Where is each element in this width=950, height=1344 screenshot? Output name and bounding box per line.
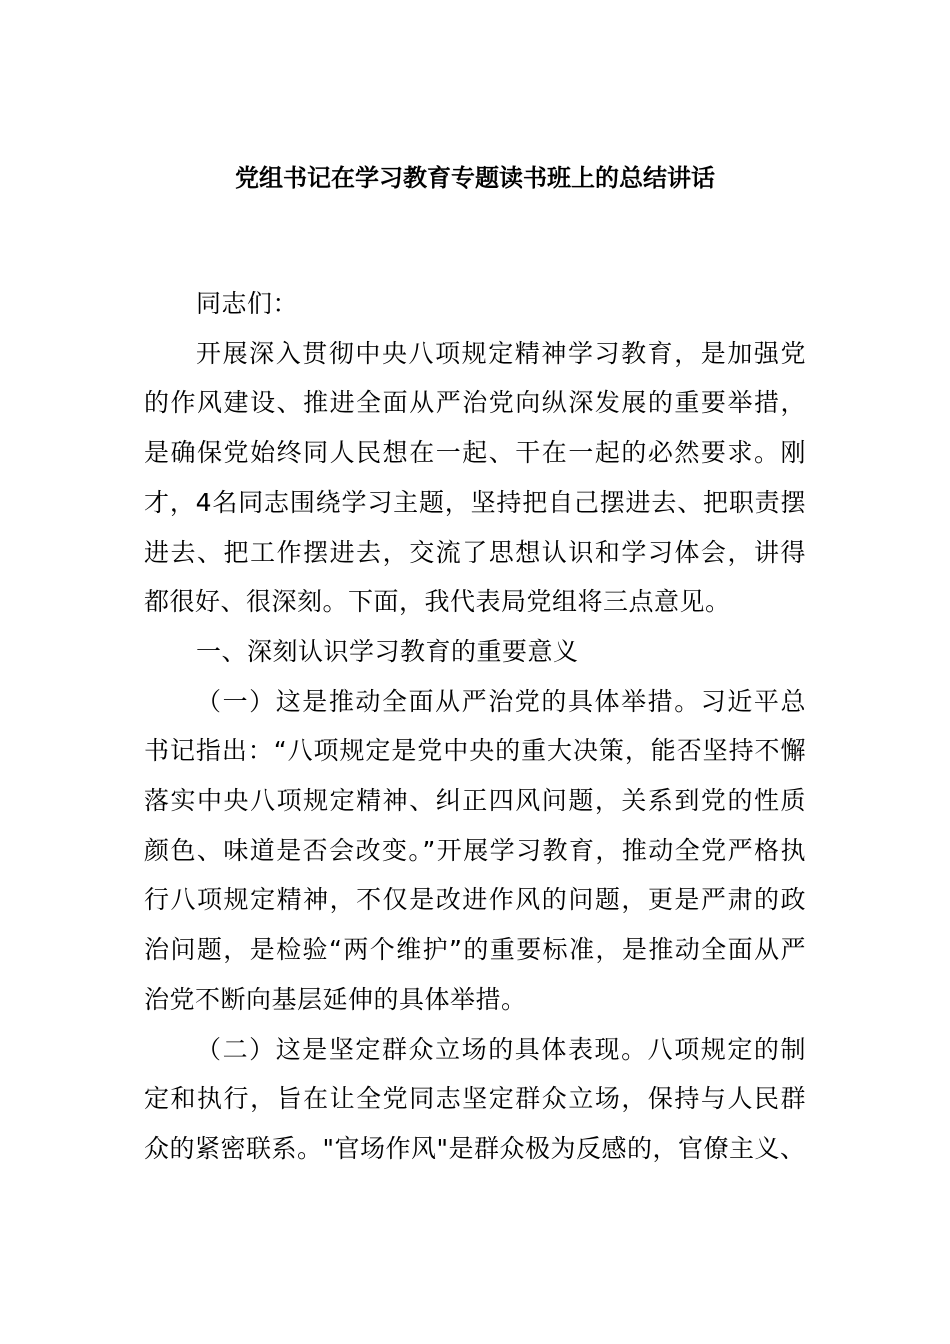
subsection-paragraph-1: （一）这是推动全面从严治党的具体举措。习近平总书记指出：“八项规定是党中央的重大决策，能否坚持不懈落实中央八项规定精神、纠正四风问题，关系到党的性质颜色、味道是否会改变。”开展学习教育，推动全党严格执行八项规定精神，不仅是改进作风的问题，更是严肃的政治问题，是检验“两个维护”的重要标准，是推动全面从严治党不断向基层延伸的具体举措。 (144, 686, 806, 1014)
subsection-paragraph-2: （二）这是坚定群众立场的具体表现。八项规定的制定和执行，旨在让全党同志坚定群众立场，保持与人民群众的紧密联系。"官场作风"是群众极为反感的，官僚主义、 (144, 1034, 806, 1163)
document-title: 党组书记在学习教育专题读书班上的总结讲话 (235, 164, 715, 192)
section-heading-1: 一、深刻认识学习教育的重要意义 (196, 636, 579, 666)
intro-paragraph: 开展深入贯彻中央八项规定精神学习教育，是加强党的作风建设、推进全面从严治党向纵深发展的重要举措，是确保党始终同人民想在一起、干在一起的必然要求。刚才，4名同志围绕学习主题，坚持把自己摆进去、把职责摆进去、把工作摆进去，交流了思想认识和学习体会，讲得都很好、很深刻。下面，我代表局党组将三点意见。 (144, 338, 806, 617)
document-body (144, 279, 806, 1174)
salutation-paragraph: 同志们： (196, 289, 299, 318)
